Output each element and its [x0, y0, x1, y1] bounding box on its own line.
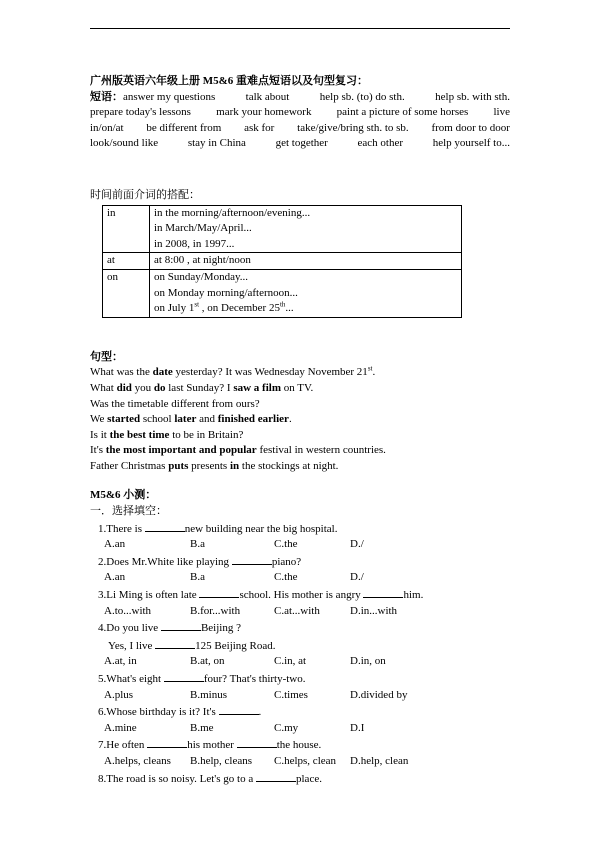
- ordinal-suffix: st: [367, 364, 373, 373]
- answer-options: [90, 604, 510, 620]
- phrase: take/give/bring sth. to sb.: [297, 121, 409, 134]
- ordinal-suffix: st: [194, 300, 200, 309]
- preposition-row: [103, 253, 462, 270]
- phrase: look/sound like: [90, 137, 159, 150]
- answer-option: C.the: [274, 538, 298, 551]
- usage-line: on Sunday/Monday...: [154, 270, 249, 283]
- answer-option: C.in, at: [274, 655, 307, 668]
- key-words: date: [152, 366, 173, 379]
- answer-option: C.my: [274, 721, 299, 734]
- answer-option: C.helps, clean: [274, 754, 337, 767]
- phrase: stay in China: [187, 137, 246, 150]
- answer-option: D./: [350, 538, 364, 551]
- usage-line: on July 1st , on December 25th...: [154, 300, 294, 315]
- answer-blank: [147, 736, 187, 748]
- answer-option: D.I: [350, 721, 365, 734]
- question-text: 8.The road is so noisy. Let's go to a place.: [90, 770, 510, 788]
- preposition-key: at: [103, 253, 150, 270]
- preposition-usage: [150, 205, 462, 253]
- answer-option: C.at...with: [274, 604, 320, 617]
- answer-blank: [164, 670, 204, 682]
- question-text: 1.There is new building near the big hospital.: [90, 520, 510, 538]
- answer-blank: [161, 619, 201, 631]
- question-text: 6.Whose birthday is it? It's .: [90, 703, 510, 721]
- answer-option: D.divided by: [350, 688, 408, 701]
- answer-option: B.at, on: [190, 655, 225, 668]
- answer-option: C.times: [274, 688, 308, 701]
- ordinal-suffix: th: [279, 300, 286, 309]
- answer-options: [90, 537, 510, 553]
- phrase-line: [90, 121, 510, 137]
- usage-line: in 2008, in 1997...: [154, 237, 235, 250]
- prepositions-heading: 时间前面介词的搭配：: [90, 188, 200, 201]
- answer-option: D.in, on: [350, 655, 386, 668]
- answer-option: D./: [350, 571, 364, 584]
- phrase: talk about: [245, 90, 290, 103]
- answer-options: [90, 688, 510, 704]
- sentence-pattern: What was the date yesterday? It was Wednesday November 21st.: [90, 364, 376, 379]
- document-title: 广州版英语六年级上册 M5&6 重难点短语以及句型复习：: [90, 75, 369, 87]
- header-rule: [90, 28, 510, 29]
- usage-line: in the morning/afternoon/evening...: [154, 206, 311, 219]
- answer-option: B.help, cleans: [190, 754, 253, 767]
- answer-blank: [145, 520, 185, 532]
- phrase: be different from: [146, 121, 222, 134]
- answer-option: A.at, in: [104, 655, 137, 668]
- sentence-pattern: We started school later and finished earlier.: [90, 413, 292, 426]
- prepositions-table: [102, 205, 462, 318]
- phrase: each other: [357, 137, 403, 150]
- key-words: in: [229, 459, 240, 472]
- preposition-row: [103, 269, 462, 317]
- answer-blank: [155, 637, 195, 649]
- question-text: 4.Do you live Beijing ?: [90, 619, 510, 637]
- phrase: live: [493, 106, 510, 119]
- key-words: the best time: [109, 428, 170, 441]
- usage-line: at 8:00 , at night/noon: [154, 254, 251, 267]
- question-text: 7.He often his mother the house.: [90, 736, 510, 754]
- question-text: 5.What's eight four? That's thirty-two.: [90, 670, 510, 688]
- key-words: started: [107, 413, 141, 426]
- sentences-heading: 句型：: [90, 350, 123, 363]
- phrase: help sb. with sth.: [435, 90, 510, 103]
- answer-option: B.a: [190, 571, 205, 584]
- phrase: paint a picture of some horses: [336, 106, 469, 119]
- question-text: 2.Does Mr.White like playing piano?: [90, 553, 510, 571]
- key-words: did: [116, 381, 132, 394]
- key-words: finished earlier: [217, 413, 289, 426]
- answer-blank: [199, 586, 239, 598]
- key-words: do: [153, 381, 166, 394]
- answer-option: A.helps, cleans: [104, 754, 171, 767]
- phrase: prepare today's lessons: [90, 106, 191, 119]
- key-words: saw a film: [233, 381, 281, 394]
- usage-line: on Monday morning/afternoon...: [154, 286, 298, 299]
- answer-blank: [363, 586, 403, 598]
- preposition-key: in: [103, 205, 150, 253]
- phrase: help yourself to...: [432, 137, 510, 150]
- answer-option: A.mine: [104, 721, 137, 734]
- answer-blank: [232, 553, 272, 565]
- key-words: the most important and popular: [105, 444, 257, 457]
- answer-option: A.an: [104, 538, 126, 551]
- answer-option: D.help, clean: [350, 754, 409, 767]
- answer-blank: [237, 736, 277, 748]
- phrase: from door to door: [431, 121, 510, 134]
- quiz-title: M5&6 小测：: [90, 489, 157, 502]
- key-words: later: [174, 413, 197, 426]
- answer-options: [90, 654, 510, 670]
- usage-line: in March/May/April...: [154, 222, 252, 235]
- sentence-pattern: Is it the best time to be in Britain?: [90, 428, 244, 441]
- phrase: 短语：answer my questions: [90, 90, 216, 103]
- preposition-usage: [150, 269, 462, 317]
- phrase-line: [90, 90, 510, 106]
- answer-option: A.an: [104, 571, 126, 584]
- question-text: 3.Li Ming is often late school. His mother is angry him.: [90, 586, 510, 604]
- phrases-section: [90, 90, 510, 152]
- preposition-key: on: [103, 269, 150, 317]
- preposition-row: [103, 205, 462, 253]
- answer-option: C.the: [274, 571, 298, 584]
- answer-option: B.minus: [190, 688, 227, 701]
- question-response: Yes, I live 125 Beijing Road.: [90, 637, 510, 655]
- quiz-section-heading: 一．选择填空：: [90, 505, 167, 518]
- answer-options: [90, 754, 510, 770]
- phrase: help sb. (to) do sth.: [319, 90, 405, 103]
- sentences-list: [90, 365, 510, 474]
- phrase-line: [90, 136, 510, 152]
- phrase: in/on/at: [90, 121, 124, 134]
- answer-options: [90, 721, 510, 737]
- answer-blank: [219, 703, 259, 715]
- sentence-pattern: Was the timetable different from ours?: [90, 397, 260, 410]
- phrases-label: 短语：: [90, 90, 123, 103]
- phrase: ask for: [244, 121, 275, 134]
- answer-option: A.plus: [104, 688, 134, 701]
- question-list: [90, 520, 510, 788]
- answer-option: A.to...with: [104, 604, 152, 617]
- answer-option: B.me: [190, 721, 214, 734]
- key-words: puts: [168, 459, 189, 472]
- sentence-pattern: What did you do last Sunday? I saw a film on TV.: [90, 381, 314, 394]
- preposition-usage: [150, 253, 462, 270]
- answer-options: [90, 570, 510, 586]
- sentence-pattern: Father Christmas puts presents in the stockings at night.: [90, 459, 339, 472]
- phrase: mark your homework: [216, 106, 312, 119]
- answer-option: B.for...with: [190, 604, 241, 617]
- answer-option: B.a: [190, 538, 205, 551]
- answer-blank: [256, 770, 296, 782]
- phrase-line: [90, 105, 510, 121]
- phrase: get together: [275, 137, 328, 150]
- answer-option: D.in...with: [350, 604, 398, 617]
- document-page: [90, 74, 510, 787]
- sentence-pattern: It's the most important and popular festival in western countries.: [90, 444, 386, 457]
